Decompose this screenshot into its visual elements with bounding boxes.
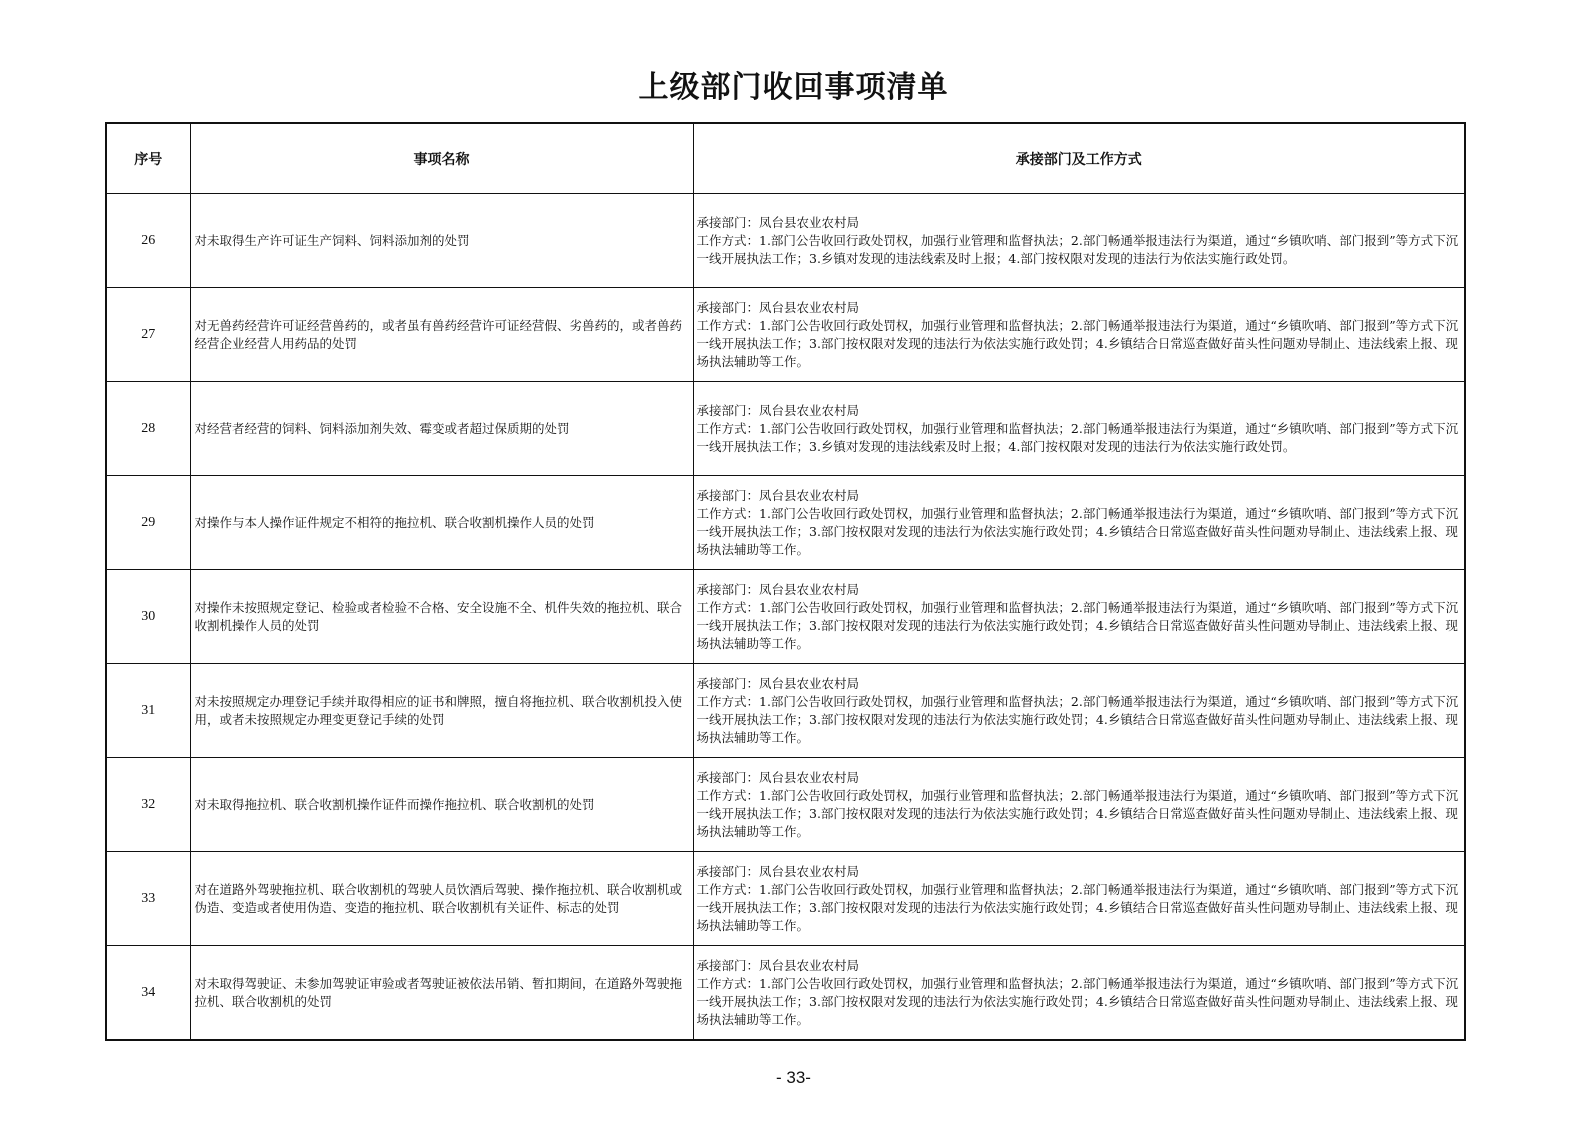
work-method: 工作方式：1.部门公告收回行政处罚权，加强行业管理和监督执法；2.部门畅通举报违法行为渠道，通过“乡镇吹哨、部门报到”等方式下沉一线开展执法工作；3.乡镇对发现的违法线索及时上报；4.部门按权限对发现的违法行为依法实施行政处罚。 (696, 232, 1459, 266)
item-name: 对无兽药经营许可证经营兽药的，或者虽有兽药经营许可证经营假、劣兽药的，或者兽药经营企业经营人用药品的处罚 (190, 288, 693, 382)
table-row (106, 476, 1465, 570)
page-number: - 33- (776, 1068, 811, 1087)
items-table (105, 122, 1466, 1041)
dept-method-cell (693, 758, 1465, 852)
handling-department: 承接部门：凤台县农业农村局 (696, 863, 860, 879)
work-method: 工作方式：1.部门公告收回行政处罚权，加强行业管理和监督执法；2.部门畅通举报违法行为渠道，通过“乡镇吹哨、部门报到”等方式下沉一线开展执法工作；3.部门按权限对发现的违法行为依法实施行政处罚；4.乡镇结合日常巡查做好苗头性问题劝导制止、违法线索上报、现场执法辅助等工作。 (696, 599, 1459, 651)
table-row (106, 664, 1465, 758)
header-dept-method: 承接部门及工作方式 (693, 123, 1465, 194)
table-row (106, 194, 1465, 288)
dept-method-cell (693, 382, 1465, 476)
handling-department: 承接部门：凤台县农业农村局 (696, 581, 860, 597)
dept-method-cell (693, 946, 1465, 1041)
header-no: 序号 (106, 123, 190, 194)
item-name: 对操作与本人操作证件规定不相符的拖拉机、联合收割机操作人员的处罚 (190, 476, 693, 570)
table-row (106, 288, 1465, 382)
work-method: 工作方式：1.部门公告收回行政处罚权，加强行业管理和监督执法；2.部门畅通举报违法行为渠道，通过“乡镇吹哨、部门报到”等方式下沉一线开展执法工作；3.乡镇对发现的违法线索及时上报；4.部门按权限对发现的违法行为依法实施行政处罚。 (696, 420, 1459, 454)
dept-method-cell (693, 288, 1465, 382)
row-number: 31 (106, 664, 190, 758)
dept-method-cell (693, 476, 1465, 570)
handling-department: 承接部门：凤台县农业农村局 (696, 957, 860, 973)
item-name: 对在道路外驾驶拖拉机、联合收割机的驾驶人员饮酒后驾驶、操作拖拉机、联合收割机或伪造、变造或者使用伪造、变造的拖拉机、联合收割机有关证件、标志的处罚 (190, 852, 693, 946)
work-method: 工作方式：1.部门公告收回行政处罚权，加强行业管理和监督执法；2.部门畅通举报违法行为渠道，通过“乡镇吹哨、部门报到”等方式下沉一线开展执法工作；3.部门按权限对发现的违法行为依法实施行政处罚；4.乡镇结合日常巡查做好苗头性问题劝导制止、违法线索上报、现场执法辅助等工作。 (696, 881, 1459, 933)
item-name: 对未取得生产许可证生产饲料、饲料添加剂的处罚 (190, 194, 693, 288)
row-number: 30 (106, 570, 190, 664)
item-name: 对未按照规定办理登记手续并取得相应的证书和牌照，擅自将拖拉机、联合收割机投入使用，或者未按照规定办理变更登记手续的处罚 (190, 664, 693, 758)
row-number: 32 (106, 758, 190, 852)
work-method: 工作方式：1.部门公告收回行政处罚权，加强行业管理和监督执法；2.部门畅通举报违法行为渠道，通过“乡镇吹哨、部门报到”等方式下沉一线开展执法工作；3.部门按权限对发现的违法行为依法实施行政处罚；4.乡镇结合日常巡查做好苗头性问题劝导制止、违法线索上报、现场执法辅助等工作。 (696, 317, 1459, 369)
handling-department: 承接部门：凤台县农业农村局 (696, 299, 860, 315)
table-header-row (106, 123, 1465, 194)
row-number: 28 (106, 382, 190, 476)
work-method: 工作方式：1.部门公告收回行政处罚权，加强行业管理和监督执法；2.部门畅通举报违法行为渠道，通过“乡镇吹哨、部门报到”等方式下沉一线开展执法工作；3.部门按权限对发现的违法行为依法实施行政处罚；4.乡镇结合日常巡查做好苗头性问题劝导制止、违法线索上报、现场执法辅助等工作。 (696, 975, 1459, 1027)
header-name: 事项名称 (190, 123, 693, 194)
row-number: 26 (106, 194, 190, 288)
handling-department: 承接部门：凤台县农业农村局 (696, 402, 860, 418)
dept-method-cell (693, 852, 1465, 946)
item-name: 对经营者经营的饲料、饲料添加剂失效、霉变或者超过保质期的处罚 (190, 382, 693, 476)
handling-department: 承接部门：凤台县农业农村局 (696, 769, 860, 785)
work-method: 工作方式：1.部门公告收回行政处罚权，加强行业管理和监督执法；2.部门畅通举报违法行为渠道，通过“乡镇吹哨、部门报到”等方式下沉一线开展执法工作；3.部门按权限对发现的违法行为依法实施行政处罚；4.乡镇结合日常巡查做好苗头性问题劝导制止、违法线索上报、现场执法辅助等工作。 (696, 693, 1459, 745)
dept-method-cell (693, 570, 1465, 664)
item-name: 对未取得拖拉机、联合收割机操作证件而操作拖拉机、联合收割机的处罚 (190, 758, 693, 852)
dept-method-cell (693, 194, 1465, 288)
row-number: 33 (106, 852, 190, 946)
row-number: 29 (106, 476, 190, 570)
row-number: 34 (106, 946, 190, 1041)
table-row (106, 382, 1465, 476)
page-title: 上级部门收回事项清单 (638, 70, 949, 105)
handling-department: 承接部门：凤台县农业农村局 (696, 487, 860, 503)
table-row (106, 570, 1465, 664)
dept-method-cell (693, 664, 1465, 758)
work-method: 工作方式：1.部门公告收回行政处罚权，加强行业管理和监督执法；2.部门畅通举报违法行为渠道，通过“乡镇吹哨、部门报到”等方式下沉一线开展执法工作；3.部门按权限对发现的违法行为依法实施行政处罚；4.乡镇结合日常巡查做好苗头性问题劝导制止、违法线索上报、现场执法辅助等工作。 (696, 505, 1459, 557)
handling-department: 承接部门：凤台县农业农村局 (696, 214, 860, 230)
row-number: 27 (106, 288, 190, 382)
work-method: 工作方式：1.部门公告收回行政处罚权，加强行业管理和监督执法；2.部门畅通举报违法行为渠道，通过“乡镇吹哨、部门报到”等方式下沉一线开展执法工作；3.部门按权限对发现的违法行为依法实施行政处罚；4.乡镇结合日常巡查做好苗头性问题劝导制止、违法线索上报、现场执法辅助等工作。 (696, 787, 1459, 839)
item-name: 对未取得驾驶证、未参加驾驶证审验或者驾驶证被依法吊销、暂扣期间，在道路外驾驶拖拉机、联合收割机的处罚 (190, 946, 693, 1041)
table-row (106, 946, 1465, 1041)
table-row (106, 758, 1465, 852)
item-name: 对操作未按照规定登记、检验或者检验不合格、安全设施不全、机件失效的拖拉机、联合收割机操作人员的处罚 (190, 570, 693, 664)
table-row (106, 852, 1465, 946)
handling-department: 承接部门：凤台县农业农村局 (696, 675, 860, 691)
